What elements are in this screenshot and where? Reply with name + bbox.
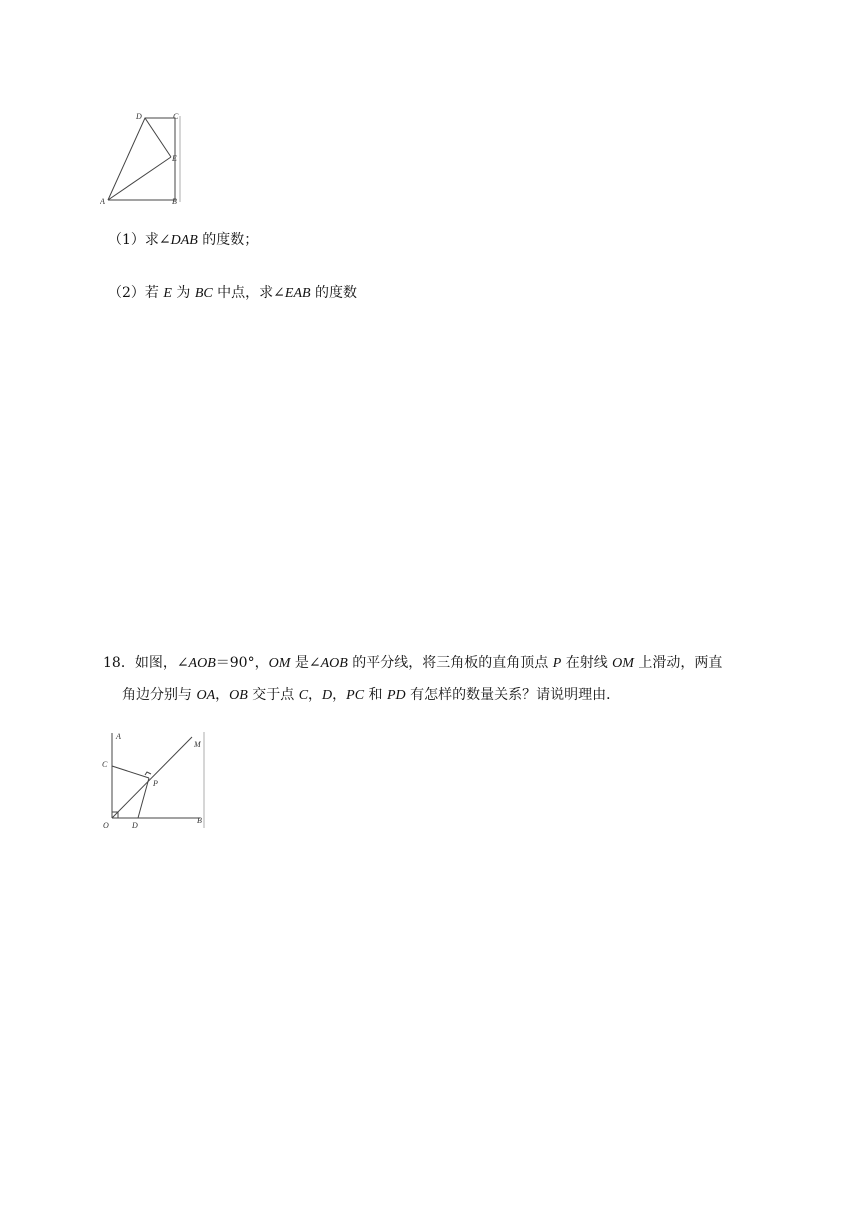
q18-line1-seg-4: 是∠ <box>290 655 321 671</box>
q18-line2-seg-2: ， <box>215 687 230 703</box>
q18-line2-seg-9: PC <box>346 688 365 703</box>
q18-line2-seg-5: C <box>298 688 309 703</box>
label-m: M <box>194 740 201 749</box>
label-c: C <box>173 112 179 121</box>
q18-line1-seg-1: AOB <box>188 656 216 671</box>
part2-seg-2: 为 <box>171 285 195 301</box>
part2-seg-5: EAB <box>284 286 311 301</box>
figure-trapezoid <box>100 108 190 208</box>
q18-line1-seg-3: OM <box>268 656 291 671</box>
label-c: C <box>102 760 108 769</box>
q18-text-line1 <box>103 653 722 674</box>
right-angle-mark-p <box>145 772 151 775</box>
part2-seg-4: 中点，求∠ <box>212 285 285 301</box>
q18-line1-seg-7: P <box>552 656 562 671</box>
q18-line2-seg-1: OA <box>196 688 216 703</box>
part1-seg-0: （1）求∠ <box>108 232 171 248</box>
label-a: A <box>116 732 121 741</box>
q18-line2-seg-8: ， <box>332 687 347 703</box>
segment-pd <box>138 778 149 818</box>
q18-line2-seg-10: 和 <box>364 687 387 703</box>
q18-line2-seg-7: D <box>322 688 333 703</box>
figure-angle-bisector <box>100 728 210 832</box>
label-a: A <box>100 197 105 206</box>
part2-question <box>108 283 357 304</box>
label-b: B <box>197 816 202 825</box>
q18-line2-seg-4: 交于点 <box>247 687 299 703</box>
segment-de <box>145 118 171 157</box>
q18-line2-seg-3: OB <box>229 688 248 703</box>
q18-line2-seg-0: 角边分别与 <box>122 687 197 703</box>
part1-question <box>108 230 258 251</box>
part2-seg-6: 的度数 <box>310 285 358 301</box>
label-b: B <box>172 197 177 206</box>
part1-seg-1: DAB <box>170 233 198 248</box>
q18-line1-seg-6: 的平分线，将三角板的直角顶点 <box>347 655 553 671</box>
part1-seg-2: 的度数； <box>197 232 259 248</box>
label-d: D <box>136 112 142 121</box>
q18-line2-seg-11: PD <box>386 688 406 703</box>
q18-line2-seg-12: 有怎样的数量关系？请说明理由． <box>405 687 621 703</box>
part2-seg-3: BC <box>194 286 213 301</box>
label-o: O <box>103 821 109 830</box>
part2-seg-0: （2）若 <box>108 285 164 301</box>
part2-seg-1: E <box>163 286 172 301</box>
q18-line1-seg-5: AOB <box>320 656 348 671</box>
q18-line1-seg-9: OM <box>612 656 634 671</box>
q18-text-line2 <box>122 685 620 706</box>
label-e: E <box>172 154 177 163</box>
ray-om <box>112 737 192 818</box>
label-d: D <box>132 821 138 830</box>
outline-abcd <box>108 118 175 200</box>
q18-line1-seg-10: 上滑动，两直 <box>633 655 723 671</box>
q18-line2-seg-6: ， <box>308 687 323 703</box>
q18-line1-seg-2: ＝90°， <box>215 655 269 671</box>
segment-pc <box>112 766 149 778</box>
q18-line1-seg-0: 18．如图，∠ <box>103 655 189 671</box>
q18-line1-seg-8: 在射线 <box>561 655 613 671</box>
label-p: P <box>153 779 158 788</box>
